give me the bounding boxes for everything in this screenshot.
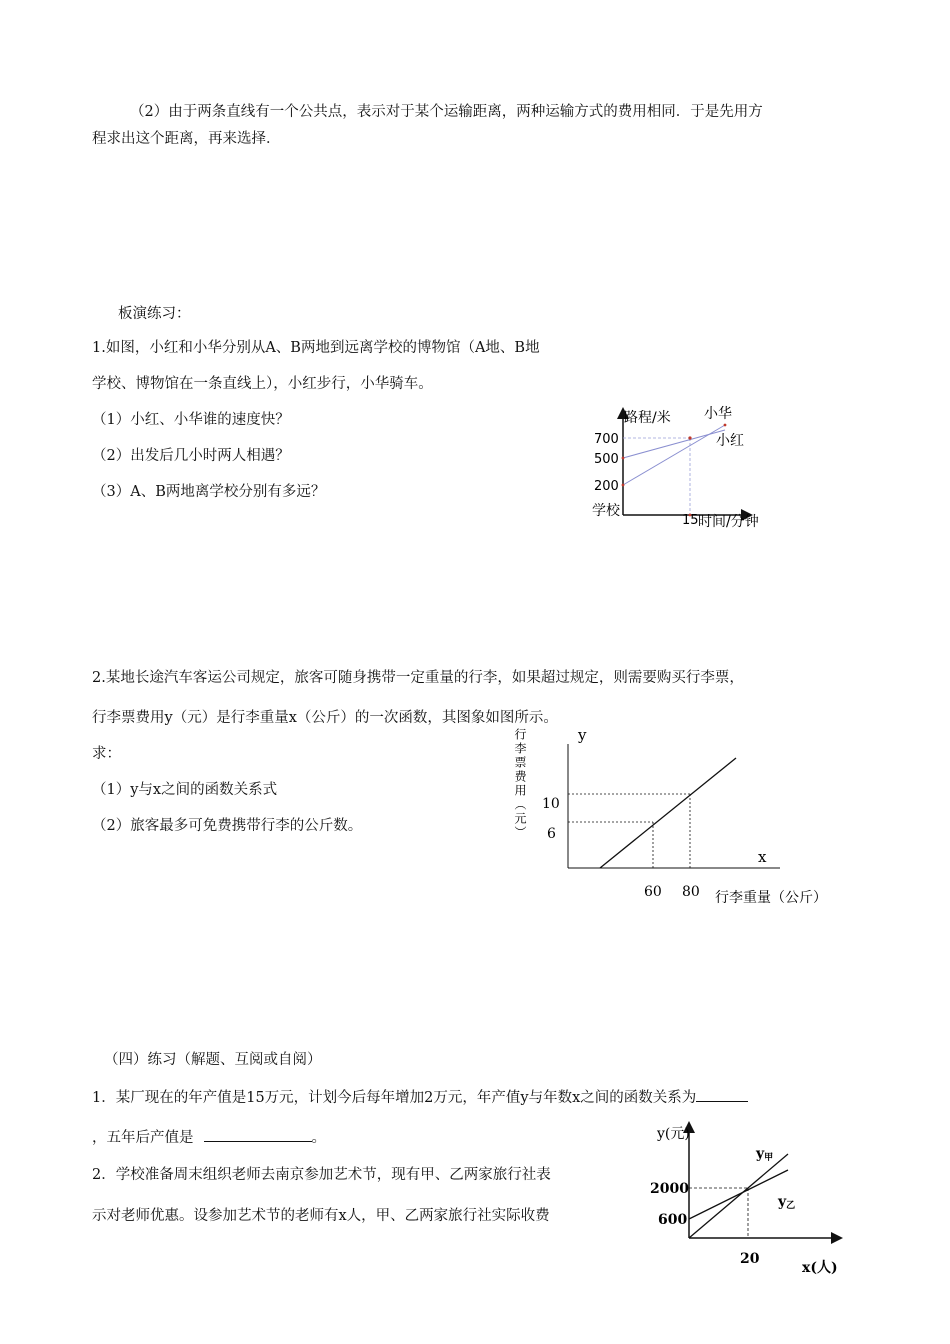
luggage-fee-graph (500, 720, 850, 910)
x-tick-80: 80 (682, 884, 700, 900)
problem-1-question-2: （2）出发后几小时两人相遇？ (92, 448, 290, 464)
origin-label: 学校 (592, 503, 620, 519)
problem-2-line-2: 行李票费用y（元）是行李重量x（公斤）的一次函数，其图象如图所示。 (92, 710, 558, 726)
y-tick-600: 600 (658, 1212, 688, 1228)
problem-2-question-1: （1）y与x之间的函数关系式 (92, 782, 278, 798)
problem-1-line-2: 学校、博物馆在一条直线上），小红步行，小华骑车。 (92, 376, 433, 392)
problem-1-question-1: （1）小红、小华谁的速度快？ (92, 412, 290, 428)
y-tick-10: 10 (542, 796, 560, 812)
y-tick-6: 6 (547, 826, 556, 842)
y-axis-label: 路程/米 (624, 410, 671, 426)
x-axis-label: 时间/分钟 (698, 514, 759, 530)
line-yi (689, 1170, 788, 1219)
x-axis-label: 行李重量（公斤） (715, 890, 827, 906)
y-axis-label: 行李票费用（元） (513, 728, 527, 840)
x-axis-label: x(人) (802, 1260, 838, 1276)
problem-2-line-1: 2.某地长途汽车客运公司规定，旅客可随身携带一定重量的行李，如果超过规定，则需要购买行李票， (92, 670, 744, 686)
problem-2-ask: 求： (92, 746, 121, 762)
problem-1-question-3: （3）A、B两地离学校分别有多远？ (92, 484, 326, 500)
problem-2-question-2: （2）旅客最多可免费携带行李的公斤数。 (92, 818, 363, 834)
series-yi-label: y乙 (778, 1194, 796, 1211)
x-axis-letter: x (758, 848, 767, 866)
line-xiaohong (623, 430, 725, 458)
x-tick-60: 60 (644, 884, 662, 900)
problem-1-line-1: 1.如图，小红和小华分别从A、B两地到远离学校的博物馆（A地、B地 (92, 340, 540, 356)
exercise-heading: （四）练习（解题、互阅或自阅） (104, 1052, 322, 1068)
answer-blank-2[interactable] (204, 1127, 312, 1142)
intro-line-2: 程求出这个距离，再来选择． (92, 131, 281, 147)
fee-line (600, 758, 736, 868)
y-tick-500: 500 (594, 452, 619, 467)
label-xiaohua: 小华 (704, 406, 732, 422)
meet-point (688, 436, 691, 439)
board-practice-heading: 板演练习： (118, 306, 191, 322)
x-tick-20: 20 (740, 1251, 760, 1267)
y-tick-200: 200 (594, 479, 619, 494)
exercise-2-line-1: 2．学校准备周末组织老师去南京参加艺术节，现有甲、乙两家旅行社表 (92, 1167, 551, 1183)
series-jia-label: y甲 (756, 1146, 774, 1163)
label-xiaohong: 小红 (716, 433, 744, 449)
intro-line-1: （2）由于两条直线有一个公共点，表示对于某个运输距离，两种运输方式的费用相同．于是先用方 (130, 104, 763, 120)
y-axis-letter: y (578, 726, 587, 744)
x-tick-15: 15 (682, 513, 699, 528)
exercise-2-line-2: 示对老师优惠。设参加艺术节的老师有x人，甲、乙两家旅行社实际收费 (92, 1208, 550, 1224)
travel-cost-graph (640, 1118, 850, 1278)
y-tick-700: 700 (594, 432, 619, 447)
exercise-1-line-2: ，五年后产值是 。 (92, 1127, 326, 1148)
distance-time-graph (580, 400, 780, 535)
line-jia (689, 1154, 788, 1238)
answer-blank-1[interactable] (696, 1087, 748, 1102)
exercise-1-line-1: 1．某厂现在的年产值是15万元，计划今后每年增加2万元，年产值y与年数x之间的函数关系为 (92, 1087, 748, 1108)
y-tick-2000: 2000 (650, 1181, 689, 1197)
y-axis-label: y(元) (657, 1126, 690, 1142)
